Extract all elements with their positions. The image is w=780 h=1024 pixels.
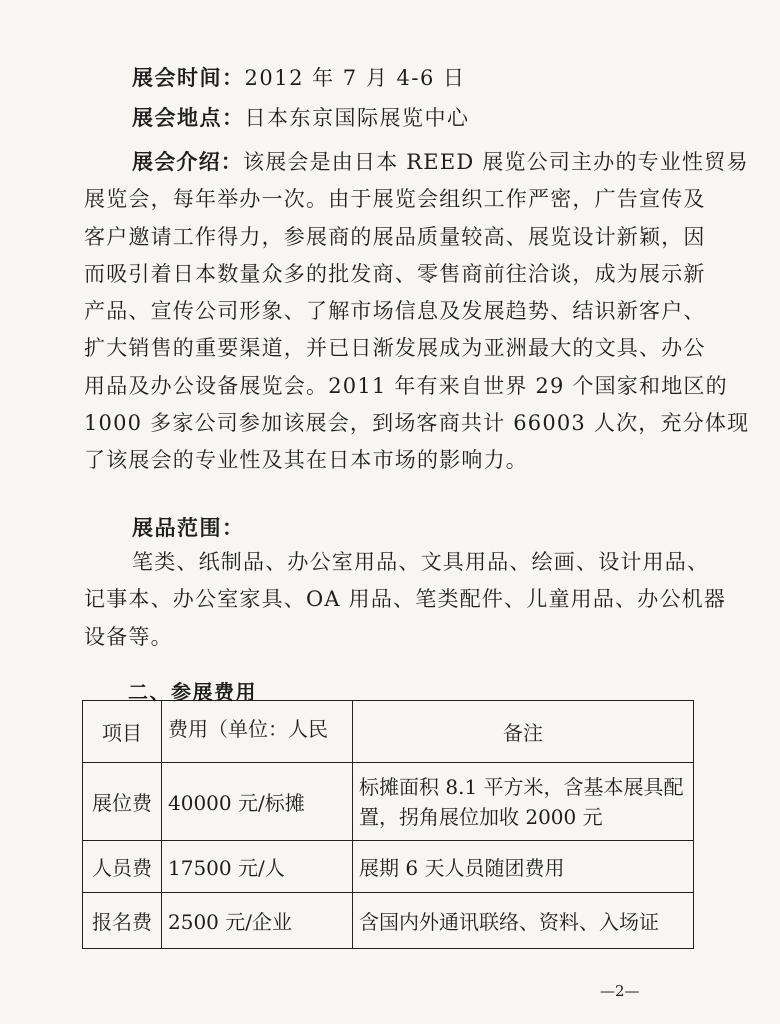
row-cost: 2500 元/企业 (162, 893, 353, 949)
exhibition-place (132, 104, 470, 132)
table-header-row (83, 701, 694, 763)
time-label: 展会时间： (132, 65, 245, 90)
table-row (83, 893, 694, 949)
intro-line: 用品及办公设备展览会。2011 年有来自世界 29 个国家和地区的 (84, 373, 728, 398)
intro-line: 了该展会的专业性及其在日本市场的影响力。 (84, 448, 528, 473)
row-note: 含国内外通讯联络、资料、入场证 (353, 893, 694, 949)
intro-line: 展览会，每年举办一次。由于展览会组织工作严密，广告宣传及 (84, 187, 706, 212)
exhibition-time (132, 64, 466, 92)
intro-line: 展会介绍：该展会是由日本 REED 展览公司主办的专业性贸易 (132, 149, 749, 174)
fees-section-title: 二、参展费用 (128, 680, 257, 704)
scope-label: 展品范围： (132, 515, 245, 540)
exhibition-intro (84, 143, 750, 480)
row-item: 报名费 (83, 893, 162, 949)
scope-heading (132, 514, 245, 542)
intro-line: 扩大销售的重要渠道，并已日渐发展成为亚洲最大的文具、办公 (84, 336, 706, 361)
scope-line: 笔类、纸制品、办公室用品、文具用品、绘画、设计用品、 (132, 550, 710, 574)
header-cost: 费用（单位：人民 (162, 701, 353, 763)
row-cost: 40000 元/标摊 (162, 763, 353, 841)
row-note: 展期 6 天人员随团费用 (353, 841, 694, 893)
fees-table (82, 700, 694, 949)
header-note: 备注 (353, 701, 694, 763)
table-row (83, 763, 694, 841)
intro-line: 而吸引着日本数量众多的批发商、零售商前往洽谈，成为展示新 (84, 261, 706, 286)
row-item: 展位费 (83, 763, 162, 841)
place-label: 展会地点： (132, 105, 245, 130)
intro-label: 展会介绍： (132, 149, 243, 174)
intro-line: 客户邀请工作得力，参展商的展品质量较高、展览设计新颖，因 (84, 224, 706, 249)
intro-line: 1000 多家公司参加该展会，到场客商共计 66003 人次，充分体现 (84, 411, 750, 436)
row-cost: 17500 元/人 (162, 841, 353, 893)
row-note: 标摊面积 8.1 平方米，含基本展具配置，拐角展位加收 2000 元 (353, 763, 694, 841)
table-row (83, 841, 694, 893)
header-item: 项目 (83, 701, 162, 763)
place-value: 日本东京国际展览中心 (244, 106, 470, 130)
scope-line: 记事本、办公室家具、OA 用品、笔类配件、儿童用品、办公机器 (84, 587, 727, 612)
page-number: —2— (600, 982, 640, 1000)
row-item: 人员费 (83, 841, 162, 893)
exhibition-scope (84, 544, 727, 656)
time-value: 2012 年 7 月 4-6 日 (244, 66, 466, 90)
scope-line: 设备等。 (84, 624, 173, 649)
intro-line: 产品、宣传公司形象、了解市场信息及发展趋势、结识新客户、 (84, 299, 706, 324)
